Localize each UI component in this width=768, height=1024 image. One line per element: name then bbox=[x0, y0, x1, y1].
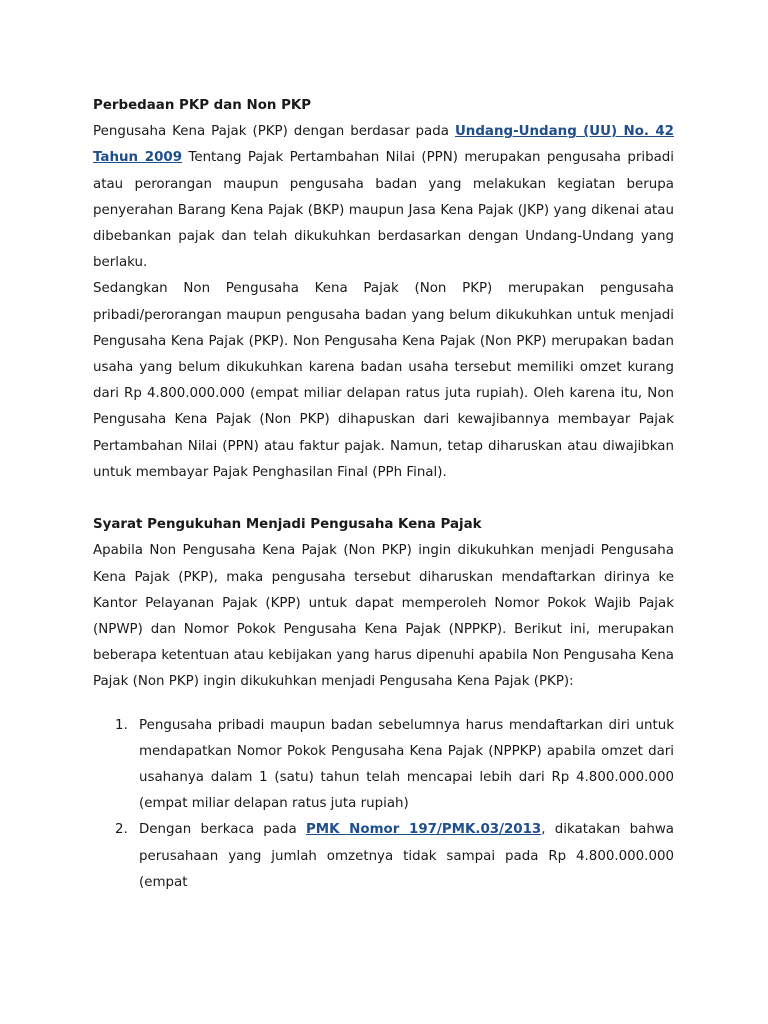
uu-42-2009-link[interactable]: Undang-Undang (UU) No. 42 Tahun 2009 bbox=[93, 124, 675, 166]
list-item-text: Pengusaha pribadi maupun badan sebelumnya harus mendaftarkan diri untuk mendapatkan Nomor Pokok Pengusaha Kena Pajak (NPPKP) apabila omzet dari usahanya dalam 1 (satu) tahun telah mencapai lebih dari Rp 4.800.000.000 (empat miliar delapan ratus juta rupiah) bbox=[139, 717, 674, 812]
list-item-text: Dengan berkaca pada bbox=[139, 822, 306, 838]
paragraph-text: Pengusaha Kena Pajak (PKP) dengan berdasar pada bbox=[93, 124, 455, 140]
paragraph-syarat-intro: Apabila Non Pengusaha Kena Pajak (Non PKP) ingin dikukuhkan menjadi Pengusaha Kena Pajak (PKP), maka pengusaha tersebut diharuskan mendaftarkan dirinya ke Kantor Pelayanan Pajak (KPP) untuk dapat memperoleh Nomor Pokok Wajib Pajak (NPWP) dan Nomor Pokok Pengusaha Kena Pajak (NPPKP). Berikut ini, merupakan beberapa ketentuan atau kebijakan yang harus dipenuhi apabila Non Pengusaha Kena Pajak (Non PKP) ingin dikukuhkan menjadi Pengusaha Kena Pajak (PKP): bbox=[93, 543, 674, 690]
section-spacer bbox=[93, 486, 674, 512]
pmk-197-link[interactable]: PMK Nomor 197/PMK.03/2013 bbox=[305, 822, 542, 838]
section-heading-syarat: Syarat Pengukuhan Menjadi Pengusaha Kena Pajak bbox=[93, 517, 482, 533]
list-item-text: , dikatakan bahwa perusahaan yang jumlah omzetnya tidak sampai pada Rp 4.800.000.000 (empat bbox=[139, 822, 674, 890]
paragraph-pkp-definition bbox=[93, 119, 674, 276]
requirements-list bbox=[93, 713, 674, 896]
list-item bbox=[93, 817, 674, 896]
list-spacer bbox=[93, 696, 674, 713]
section-heading-perbedaan: Perbedaan PKP dan Non PKP bbox=[93, 98, 312, 113]
list-item-number: 2. bbox=[115, 822, 128, 838]
list-item bbox=[93, 713, 674, 818]
list-item-number: 1. bbox=[115, 717, 128, 733]
paragraph-non-pkp-definition: Sedangkan Non Pengusaha Kena Pajak (Non PKP) merupakan pengusaha pribadi/perorangan maupun pengusaha badan yang belum dikukuhkan untuk menjadi Pengusaha Kena Pajak (PKP). Non Pengusaha Kena Pajak (Non PKP) merupakan badan usaha yang belum dikukuhkan karena badan usaha tersebut memiliki omzet kurang dari Rp 4.800.000.000 (empat miliar delapan ratus juta rupiah). Oleh karena itu, Non Pengusaha Kena Pajak (Non PKP) dihapuskan dari kewajibannya membayar Pajak Pertambahan Nilai (PPN) atau faktur pajak. Namun, tetap diharuskan atau diwajibkan untuk membayar Pajak Penghasilan Final (PPh Final). bbox=[93, 281, 674, 480]
paragraph-text: Tentang Pajak Pertambahan Nilai (PPN) merupakan pengusaha pribadi atau perorangan maupun pengusaha badan yang melakukan kegiatan berupa penyerahan Barang Kena Pajak (BKP) maupun Jasa Kena Pajak (JKP) yang dikenai atau dibebankan pajak dan telah dikukuhkan berdasarkan dengan Undang-Undang yang berlaku. bbox=[93, 150, 674, 271]
document-page bbox=[93, 93, 674, 896]
